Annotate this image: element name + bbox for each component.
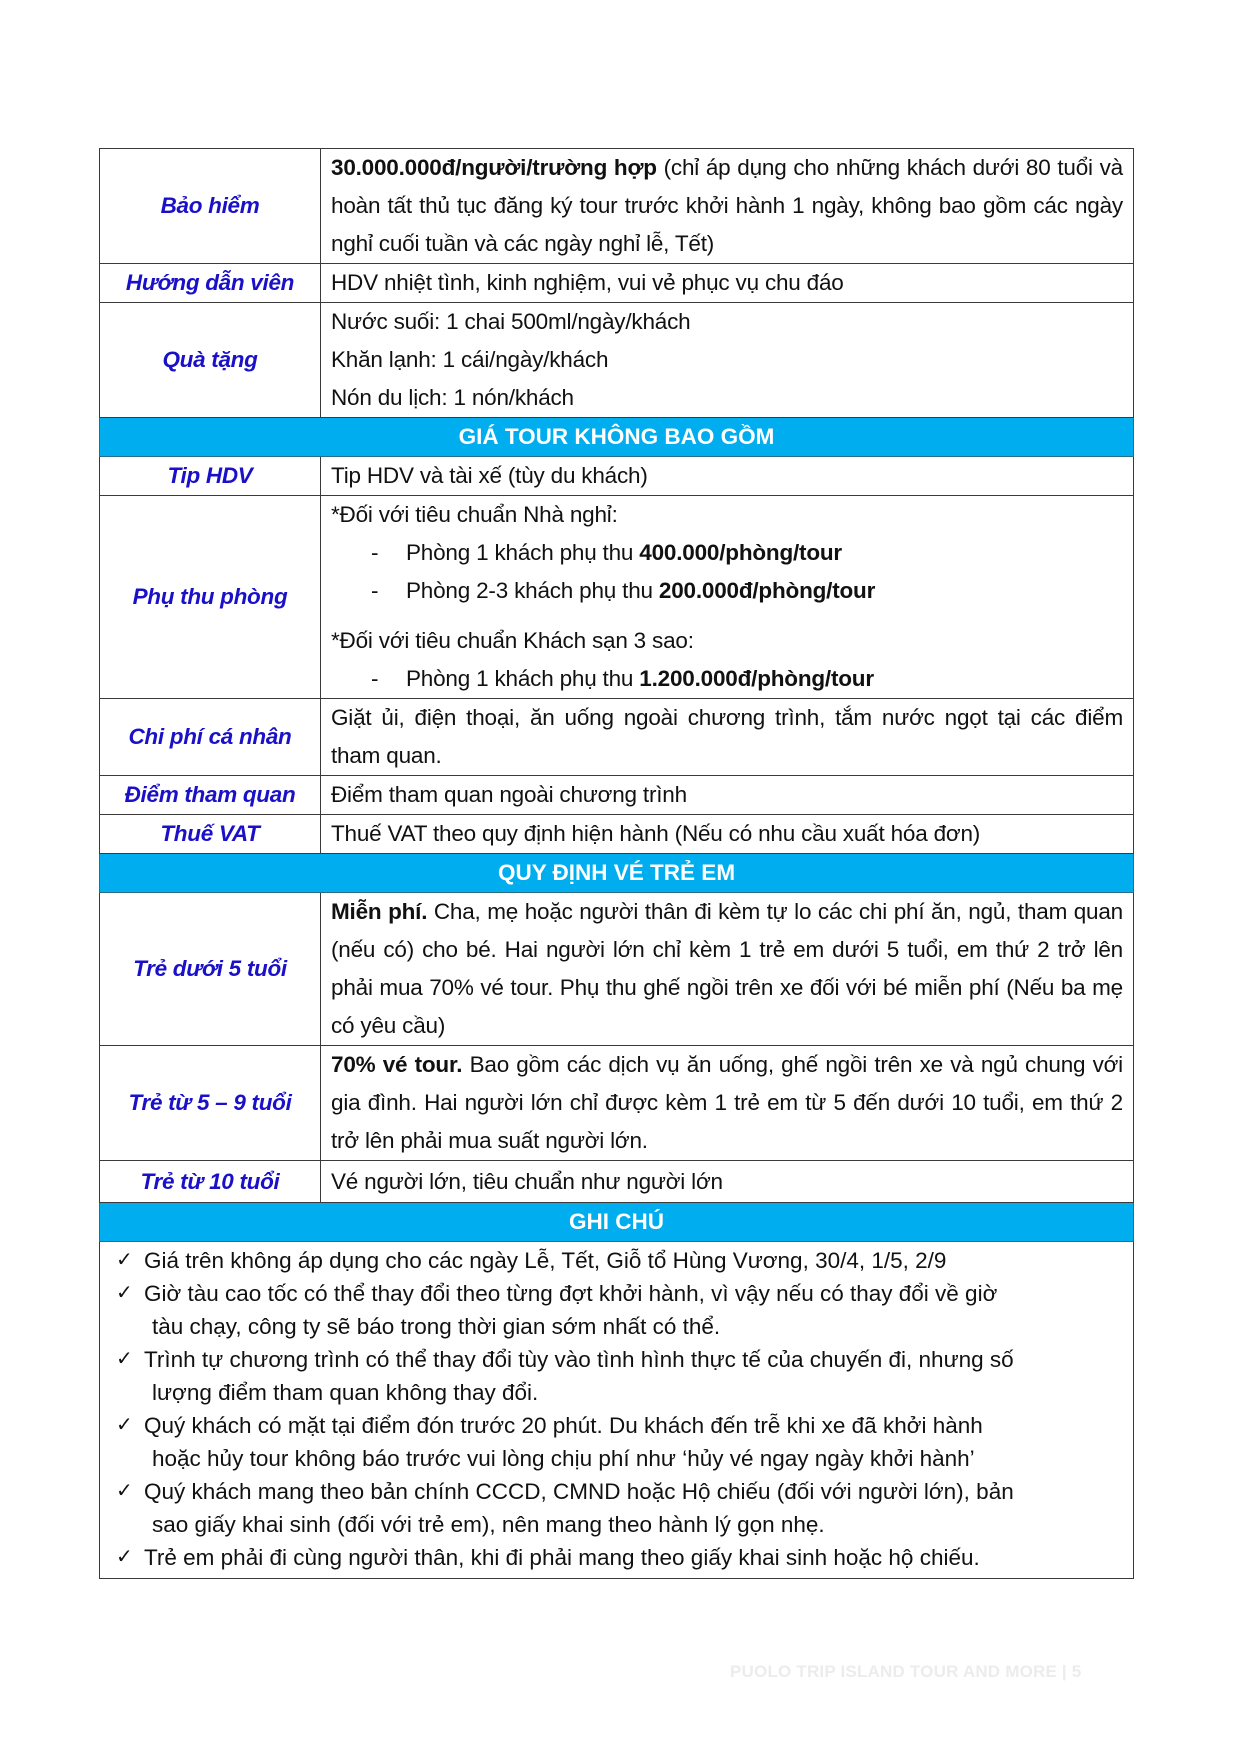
- row-label: Trẻ từ 10 tuổi: [100, 1161, 321, 1203]
- body-text: Bao gồm các dịch vụ ăn uống, ghế ngồi trên xe và ngủ chung với gia đình. Hai người lớn chỉ được kèm 1 trẻ em từ 5 đến dưới 10 tuổi, em thứ 2 trở lên phải mua suất người lớn.: [331, 1052, 1123, 1153]
- row-content: Thuế VAT theo quy định hiện hành (Nếu có nhu cầu xuất hóa đơn): [321, 815, 1134, 854]
- dash-bullet: -: [371, 578, 379, 603]
- note-item: [116, 1475, 1117, 1541]
- row-label: Hướng dẫn viên: [100, 264, 321, 303]
- check-icon: ✓: [116, 1414, 133, 1436]
- surcharge-item: [331, 572, 1123, 610]
- row-content: HDV nhiệt tình, kinh nghiệm, vui vẻ phục vụ chu đáo: [321, 264, 1134, 303]
- item-price: 200.000đ/phòng/tour: [658, 578, 876, 603]
- note-item: [116, 1277, 1117, 1343]
- row-content: Vé người lớn, tiêu chuẩn như người lớn: [321, 1161, 1134, 1203]
- section-notes: [100, 1203, 1134, 1242]
- section-header: GIÁ TOUR KHÔNG BAO GỒM: [100, 418, 1134, 457]
- row-child-10-plus: [100, 1161, 1134, 1203]
- section-not-included: [100, 418, 1134, 457]
- check-icon: ✓: [116, 1348, 133, 1370]
- bold-text: 70% vé tour.: [331, 1052, 463, 1077]
- gift-line: Khăn lạnh: 1 cái/ngày/khách: [331, 347, 609, 372]
- group-heading: *Đối với tiêu chuẩn Khách sạn 3 sao:: [331, 628, 694, 653]
- note-first-line: Trẻ em phải đi cùng người thân, khi đi phải mang theo giấy khai sinh hoặc hộ chiếu.: [144, 1545, 980, 1570]
- note-first-line: Trình tự chương trình có thể thay đổi tùy vào tình hình thực tế của chuyến đi, nhưng số: [144, 1347, 1014, 1372]
- item-text: Phòng 2-3 khách phụ thu: [406, 578, 659, 603]
- gift-line: Nón du lịch: 1 nón/khách: [331, 385, 574, 410]
- note-first-line: Quý khách có mặt tại điểm đón trước 20 phút. Du khách đến trễ khi xe đã khởi hành: [144, 1413, 983, 1438]
- row-content: [321, 496, 1134, 699]
- row-content: Điểm tham quan ngoài chương trình: [321, 776, 1134, 815]
- row-label: Quà tặng: [100, 303, 321, 418]
- dash-bullet: -: [371, 666, 379, 691]
- row-label: Bảo hiểm: [100, 149, 321, 264]
- row-notes: [100, 1242, 1134, 1579]
- note-continuation: hoặc hủy tour không báo trước vui lòng chịu phí như ‘hủy vé ngay ngày khởi hành’: [152, 1446, 975, 1471]
- row-vat: [100, 815, 1134, 854]
- surcharge-item: [331, 660, 1123, 698]
- note-item: [116, 1541, 1117, 1574]
- section-header: QUY ĐỊNH VÉ TRẺ EM: [100, 854, 1134, 893]
- item-price: 1.200.000đ/phòng/tour: [639, 666, 874, 691]
- row-content: Tip HDV và tài xế (tùy du khách): [321, 457, 1134, 496]
- note-first-line: Giờ tàu cao tốc có thể thay đổi theo từng đợt khởi hành, vì vậy nếu có thay đổi về giờ: [144, 1281, 998, 1306]
- body-text: Cha, mẹ hoặc người thân đi kèm tự lo các chi phí ăn, ngủ, tham quan (nếu có) cho bé. Hai người lớn chỉ kèm 1 trẻ em dưới 5 tuổi, em thứ 2 trở lên phải mua 70% vé tour. Phụ thu ghế ngồi trên xe đối với bé miễn phí (Nếu ba mẹ có yêu cầu): [331, 899, 1123, 1038]
- page-footer: PUOLO TRIP ISLAND TOUR AND MORE | 5: [730, 1662, 1082, 1681]
- check-icon: ✓: [116, 1480, 133, 1502]
- row-tip: [100, 457, 1134, 496]
- row-content: [321, 303, 1134, 418]
- note-continuation: tàu chạy, công ty sẽ báo trong thời gian sớm nhất có thể.: [152, 1314, 721, 1339]
- bold-text: Miễn phí.: [331, 899, 428, 924]
- dash-bullet: -: [371, 540, 379, 565]
- row-content: [321, 149, 1134, 264]
- surcharge-item: [331, 534, 1123, 572]
- note-text: [144, 1244, 1117, 1277]
- note-first-line: Quý khách mang theo bản chính CCCD, CMND hoặc Hộ chiếu (đối với người lớn), bản: [144, 1479, 1014, 1504]
- note-text: [144, 1409, 1117, 1475]
- row-label: Tip HDV: [100, 457, 321, 496]
- row-label: Trẻ từ 5 – 9 tuổi: [100, 1046, 321, 1161]
- row-gifts: [100, 303, 1134, 418]
- row-child-5-9: [100, 1046, 1134, 1161]
- check-icon: ✓: [116, 1282, 133, 1304]
- note-continuation: lượng điểm tham quan không thay đổi.: [152, 1380, 539, 1405]
- note-text: [144, 1475, 1117, 1541]
- notes-list: [100, 1242, 1134, 1579]
- row-label: Điểm tham quan: [100, 776, 321, 815]
- item-text: Phòng 1 khách phụ thu: [406, 666, 640, 691]
- note-text: [144, 1541, 1117, 1574]
- body-text: (chỉ áp dụng cho những khách dưới 80 tuổi và hoàn tất thủ tục đăng ký tour trước khởi hành 1 ngày, không bao gồm các ngày nghỉ cuối tuần và các ngày nghỉ lễ, Tết): [331, 155, 1123, 256]
- check-icon: ✓: [116, 1546, 133, 1568]
- note-text: [144, 1343, 1117, 1409]
- row-label: Thuế VAT: [100, 815, 321, 854]
- row-label: Trẻ dưới 5 tuổi: [100, 893, 321, 1046]
- note-first-line: Giá trên không áp dụng cho các ngày Lễ, Tết, Giỗ tổ Hùng Vương, 30/4, 1/5, 2/9: [144, 1248, 947, 1273]
- spacer: [331, 610, 1123, 622]
- row-attractions: [100, 776, 1134, 815]
- group-heading: *Đối với tiêu chuẩn Nhà nghỉ:: [331, 502, 618, 527]
- note-text: [144, 1277, 1117, 1343]
- item-price: 400.000/phòng/tour: [639, 540, 842, 565]
- note-continuation: sao giấy khai sinh (đối với trẻ em), nên mang theo hành lý gọn nhẹ.: [152, 1512, 825, 1537]
- row-insurance: [100, 149, 1134, 264]
- check-icon: ✓: [116, 1249, 133, 1271]
- bold-text: 30.000.000đ/người/trường hợp: [331, 155, 657, 180]
- row-room-surcharge: [100, 496, 1134, 699]
- row-content: [321, 1046, 1134, 1161]
- item-text: Phòng 1 khách phụ thu: [406, 540, 640, 565]
- row-personal-costs: [100, 699, 1134, 776]
- section-children: [100, 854, 1134, 893]
- row-label: Chi phí cá nhân: [100, 699, 321, 776]
- row-content: [321, 893, 1134, 1046]
- row-label: Phụ thu phòng: [100, 496, 321, 699]
- tour-info-table: [99, 148, 1134, 1579]
- row-guide: [100, 264, 1134, 303]
- note-item: [116, 1244, 1117, 1277]
- row-child-under-5: [100, 893, 1134, 1046]
- note-item: [116, 1343, 1117, 1409]
- row-content: Giặt ủi, điện thoại, ăn uống ngoài chương trình, tắm nước ngọt tại các điểm tham quan.: [321, 699, 1134, 776]
- gift-line: Nước suối: 1 chai 500ml/ngày/khách: [331, 309, 691, 334]
- note-item: [116, 1409, 1117, 1475]
- section-header: GHI CHÚ: [100, 1203, 1134, 1242]
